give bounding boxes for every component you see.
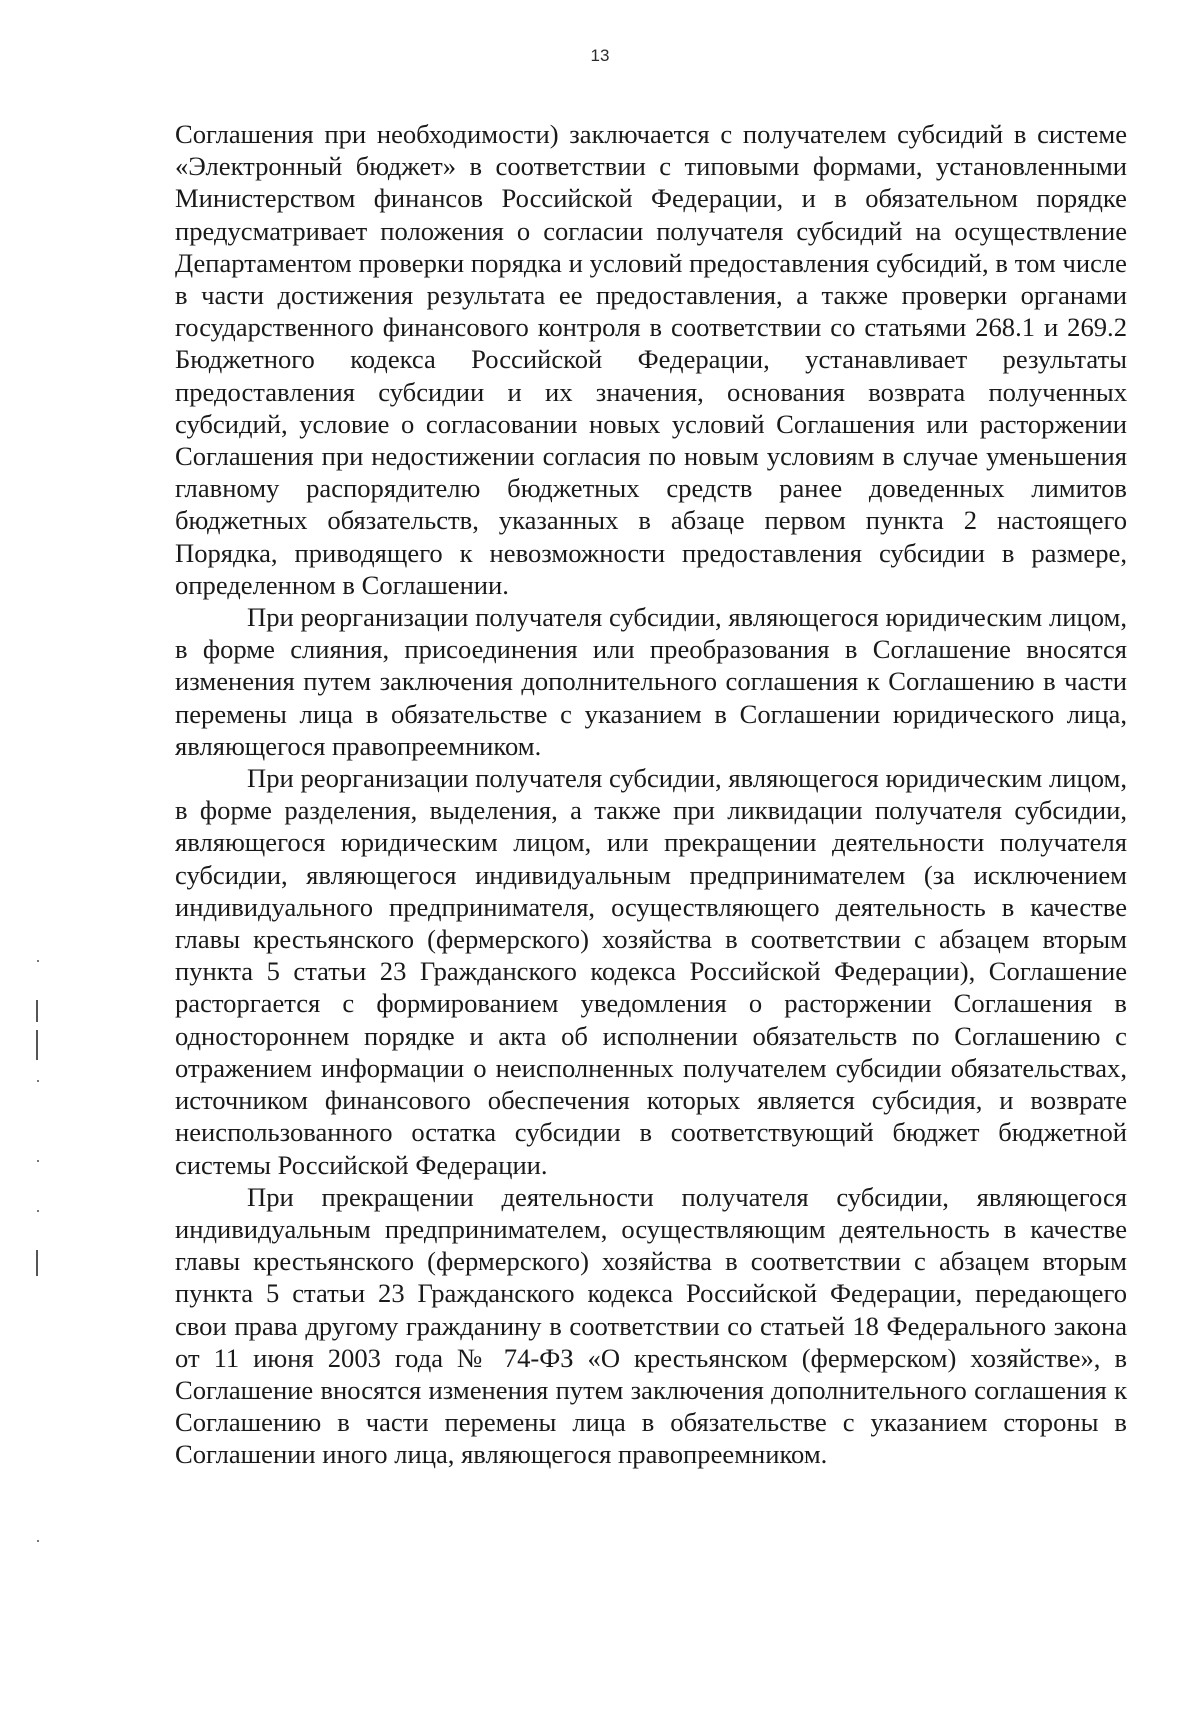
scan-artifact-dot <box>37 960 39 962</box>
scan-artifact-dot <box>37 1080 39 1082</box>
scan-artifact-dot <box>37 1160 39 1162</box>
paragraph-reorganization-merger: При реорганизации получателя субсидии, являющегося юридическим лицом, в форме слияния, присоединения или преобразования в Соглашение вносятся изменения путем заключения дополнительного соглашения к Соглашению в части перемены лица в обязательстве с указанием в Соглашении юридического лица, являющегося правопреемником. <box>175 602 1127 761</box>
paragraph-continuation: Соглашения при необходимости) заключается с получателем субсидий в системе «Электронный бюджет» в соответствии с типовыми формами, установленными Министерством финансов Российской Федерации, и в обязательном порядке предусматривает положения о согласии получателя субсидий на осуществление Департаментом проверки порядка и условий предоставления субсидий, в том числе в части достижения результата ее предоставления, а также проверки органами государственного финансового контроля в соответствии со статьями 268.1 и 269.2 Бюджетного кодекса Российской Федерации, устанавливает результаты предоставления субсидии и их значения, основания возврата полученных субсидий, условие о согласовании новых условий Соглашения или расторжении Соглашения при недостижении согласия по новым условиям в случае уменьшения главному распорядителю бюджетных средств ранее доведенных лимитов бюджетных обязательств, указанных в абзаце первом пункта 2 настоящего Порядка, приводящего к невозможности предоставления субсидии в размере, определенном в Соглашении. <box>175 119 1127 600</box>
paragraph-reorganization-division: При реорганизации получателя субсидии, являющегося юридическим лицом, в форме разделения, выделения, а также при ликвидации получателя субсидии, являющегося юридическим лицом, или прекращении деятельности получателя субсидии, являющегося индивидуальным предпринимателем (за исключением индивидуального предпринимателя, осуществляющего деятельность в качестве главы крестьянского (фермерского) хозяйства в соответствии с абзацем вторым пункта 5 статьи 23 Гражданского кодекса Российской Федерации), Соглашение расторгается с формированием уведомления о расторжении Соглашения в одностороннем порядке и акта об исполнении обязательств по Соглашению с отражением информации о неисполненных получателем субсидии обязательствах, источником финансового обеспечения которых является субсидия, и возврате неиспользованного остатка субсидии в соответствующий бюджет бюджетной системы Российской Федерации. <box>175 763 1127 1180</box>
scan-artifact-line <box>36 1000 38 1022</box>
document-body <box>175 118 1127 1471</box>
paragraph-termination-farmer: При прекращении деятельности получателя субсидии, являющегося индивидуальным предпринимателем, осуществляющим деятельность в качестве главы крестьянского (фермерского) хозяйства в соответствии с абзацем вторым пункта 5 статьи 23 Гражданского кодекса Российской Федерации, передающего свои права другому гражданину в соответствии со статьей 18 Федерального закона от 11 июня 2003 года № 74-ФЗ «О крестьянском (фермерском) хозяйстве», в Соглашение вносятся изменения путем заключения дополнительного соглашения к Соглашению в части перемены лица в обязательстве с указанием стороны в Соглашении иного лица, являющегося правопреемником. <box>175 1181 1127 1470</box>
scan-artifact-line <box>36 1030 38 1060</box>
scan-artifact-dot <box>37 1540 39 1542</box>
scan-artifact-dot <box>37 1210 39 1212</box>
page-number: 13 <box>590 46 610 65</box>
scan-artifact-line <box>36 1250 38 1276</box>
